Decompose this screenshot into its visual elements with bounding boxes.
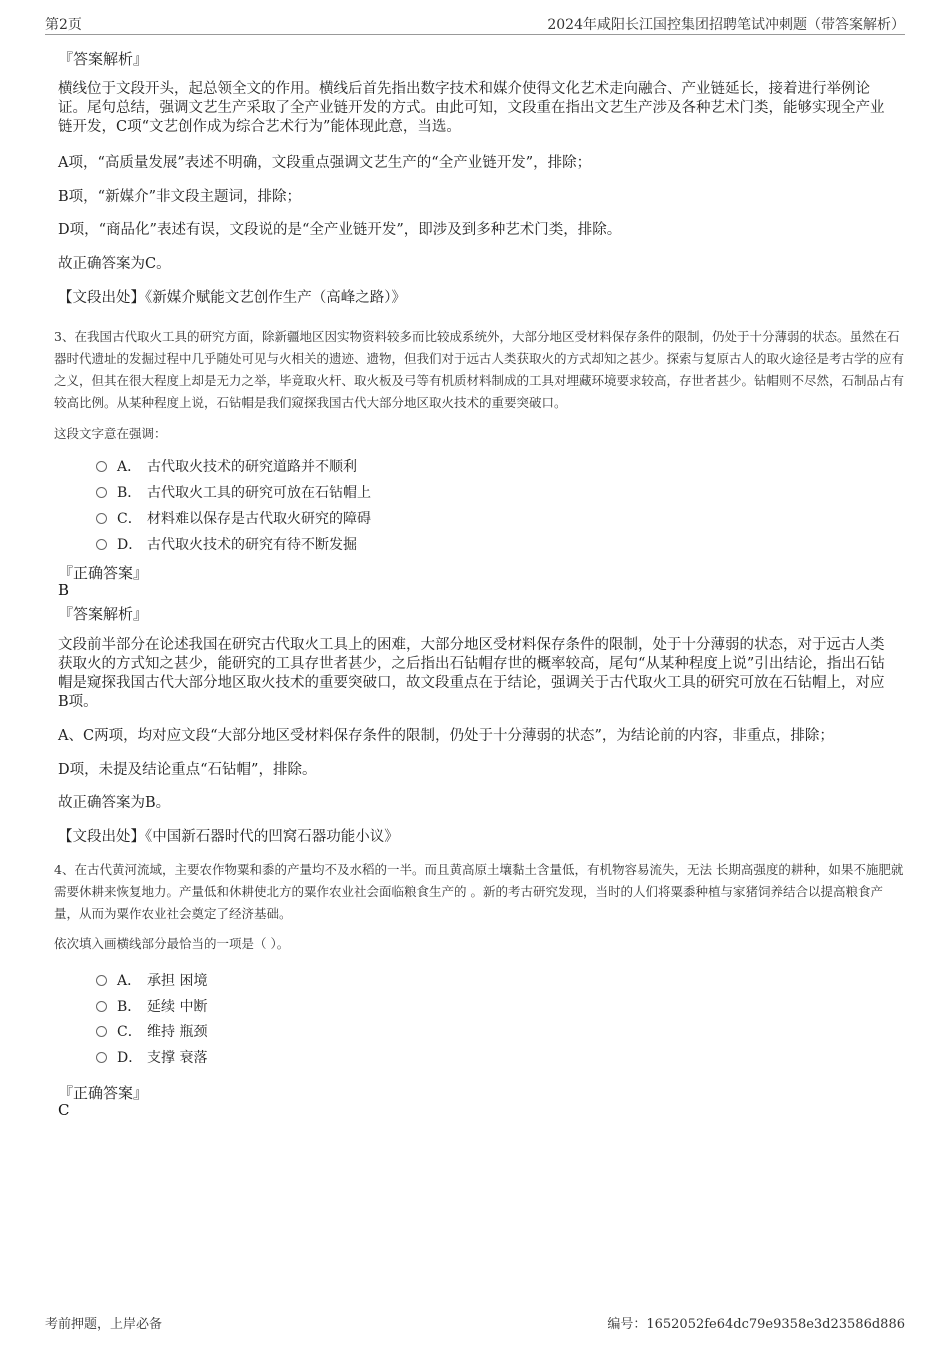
- analysis-label: 『答案解析』: [58, 605, 149, 623]
- analysis-option-ac: A、C两项，均对应文段“大部分地区受材料保存条件的限制，仍处于十分薄弱的状态”，为结论前的内容，非重点，排除；: [58, 728, 834, 744]
- question-3-text: 3、在我国古代取火工具的研究方面，除新疆地区因实物资料较多而比较成系统外，大部分地区受材料保存条件的限制，仍处于十分薄弱的状态。虽然在石器时代遗址的发掘过程中几乎随处可见与火相关的遗迹、遗物，但我们对于远古人类获取火的方式却知之甚少。探索与复原古人的取火途径是考古学的应有之义，但其在很大程度上却是无力之举，毕竟取火杆、取火板及弓等有机质材料制成的工具对埋藏环境要求较高，存世者甚少。钻帽则不尽然，石制品占有较高比例。从某种程度上说，石钻帽是我们窥探我国古代大部分地区取火技术的重要突破口。: [54, 329, 905, 410]
- question-3-option-d[interactable]: D． 古代取火技术的研究有待不断发掘: [96, 534, 357, 554]
- question-3-option-a[interactable]: A． 古代取火技术的研究道路并不顺利: [96, 456, 357, 476]
- document-serial: 编号：1652052fe64dc79e9358e3d23586d886: [607, 1317, 905, 1332]
- page-header: [45, 12, 905, 35]
- question-4-option-d[interactable]: D． 支撑 衰落: [96, 1047, 207, 1067]
- analysis-option-a: A项，“高质量发展”表述不明确，文段重点强调文艺生产的“全产业链开发”，排除；: [58, 155, 592, 171]
- radio-icon[interactable]: [96, 513, 107, 524]
- analysis-text: 横线位于文段开头，起总领全文的作用。横线后首先指出数字技术和媒介使得文化艺术走向融合、产业链延长，接着进行举例论证。尾句总结，强调文艺生产采取了全产业链开发的方式。由此可知，文段重在指出文艺生产涉及各种艺术门类，能够实现全产业链开发，C项“文艺创作成为综合艺术行为”能体现此意，当选。: [58, 81, 885, 135]
- question-3-option-c[interactable]: C． 材料难以保存是古代取火研究的障碍: [96, 508, 371, 528]
- question-3-prompt: 这段文字意在强调：: [54, 426, 167, 441]
- correct-answer-label: 『正确答案』: [58, 1084, 149, 1102]
- answer-conclusion: 故正确答案为C。: [58, 256, 171, 272]
- radio-icon[interactable]: [96, 975, 107, 986]
- analysis-option-d: D项，“商品化”表述有误，文段说的是“全产业链开发”，即涉及到多种艺术门类，排除。: [58, 222, 622, 238]
- question-4-text: 4、在古代黄河流域，主要农作物粟和黍的产量均不及水稻的一半。而且黄高原土壤黏土含量低，有机物容易流失，无法 长期高强度的耕种，如果不施肥就需要休耕来恢复地力。产量低和休耕使北方的粟作农业社会面临粮食生产的 。新的考古研究发现，当时的人们将粟黍种植与家猪饲养结合以提高粮食产量，从而为粟作农业社会奠定了经济基础。: [54, 862, 904, 921]
- question-4-prompt: 依次填入画横线部分最恰当的一项是（ ）。: [54, 936, 290, 951]
- question-3-option-b[interactable]: B． 古代取火工具的研究可放在石钻帽上: [96, 482, 371, 502]
- document-title: 2024年咸阳长江国控集团招聘笔试冲刺题（带答案解析）: [547, 17, 905, 33]
- analysis-option-b: B项，“新媒介”非文段主题词，排除；: [58, 189, 301, 205]
- radio-icon[interactable]: [96, 1052, 107, 1063]
- answer-conclusion: 故正确答案为B。: [58, 795, 171, 811]
- passage-source: 【文段出处】《新媒介赋能文艺创作生产（高峰之路）》: [58, 290, 406, 306]
- correct-answer-label: 『正确答案』: [58, 564, 149, 582]
- page-number: 第2页: [45, 17, 82, 33]
- radio-icon[interactable]: [96, 1026, 107, 1037]
- analysis-label: 『答案解析』: [58, 50, 149, 68]
- analysis-option-d: D项，未提及结论重点“石钻帽”，排除。: [58, 762, 317, 778]
- correct-answer-value: C: [58, 1101, 70, 1119]
- radio-icon[interactable]: [96, 1001, 107, 1012]
- question-4-option-c[interactable]: C． 维持 瓶颈: [96, 1021, 207, 1041]
- radio-icon[interactable]: [96, 487, 107, 498]
- analysis-text: 文段前半部分在论述我国在研究古代取火工具上的困难，大部分地区受材料保存条件的限制，处于十分薄弱的状态，对于远古人类获取火的方式知之甚少，能研究的工具存世者甚少，之后指出石钻帽存世的概率较高，尾句“从某种程度上说”引出结论，指出石钻帽是窥探我国古代大部分地区取火技术的重要突破口，故文段重点在于结论，强调关于古代取火工具的研究可放在石钻帽上，对应B项。: [58, 637, 885, 710]
- page-footer: [45, 1313, 905, 1333]
- passage-source: 【文段出处】《中国新石器时代的凹窝石器功能小议》: [58, 829, 399, 845]
- footer-slogan: 考前押题，上岸必备: [45, 1317, 163, 1332]
- question-4-option-a[interactable]: A． 承担 困境: [96, 970, 207, 990]
- correct-answer-value: B: [58, 581, 70, 599]
- question-4-option-b[interactable]: B． 延续 中断: [96, 996, 207, 1016]
- radio-icon[interactable]: [96, 539, 107, 550]
- radio-icon[interactable]: [96, 461, 107, 472]
